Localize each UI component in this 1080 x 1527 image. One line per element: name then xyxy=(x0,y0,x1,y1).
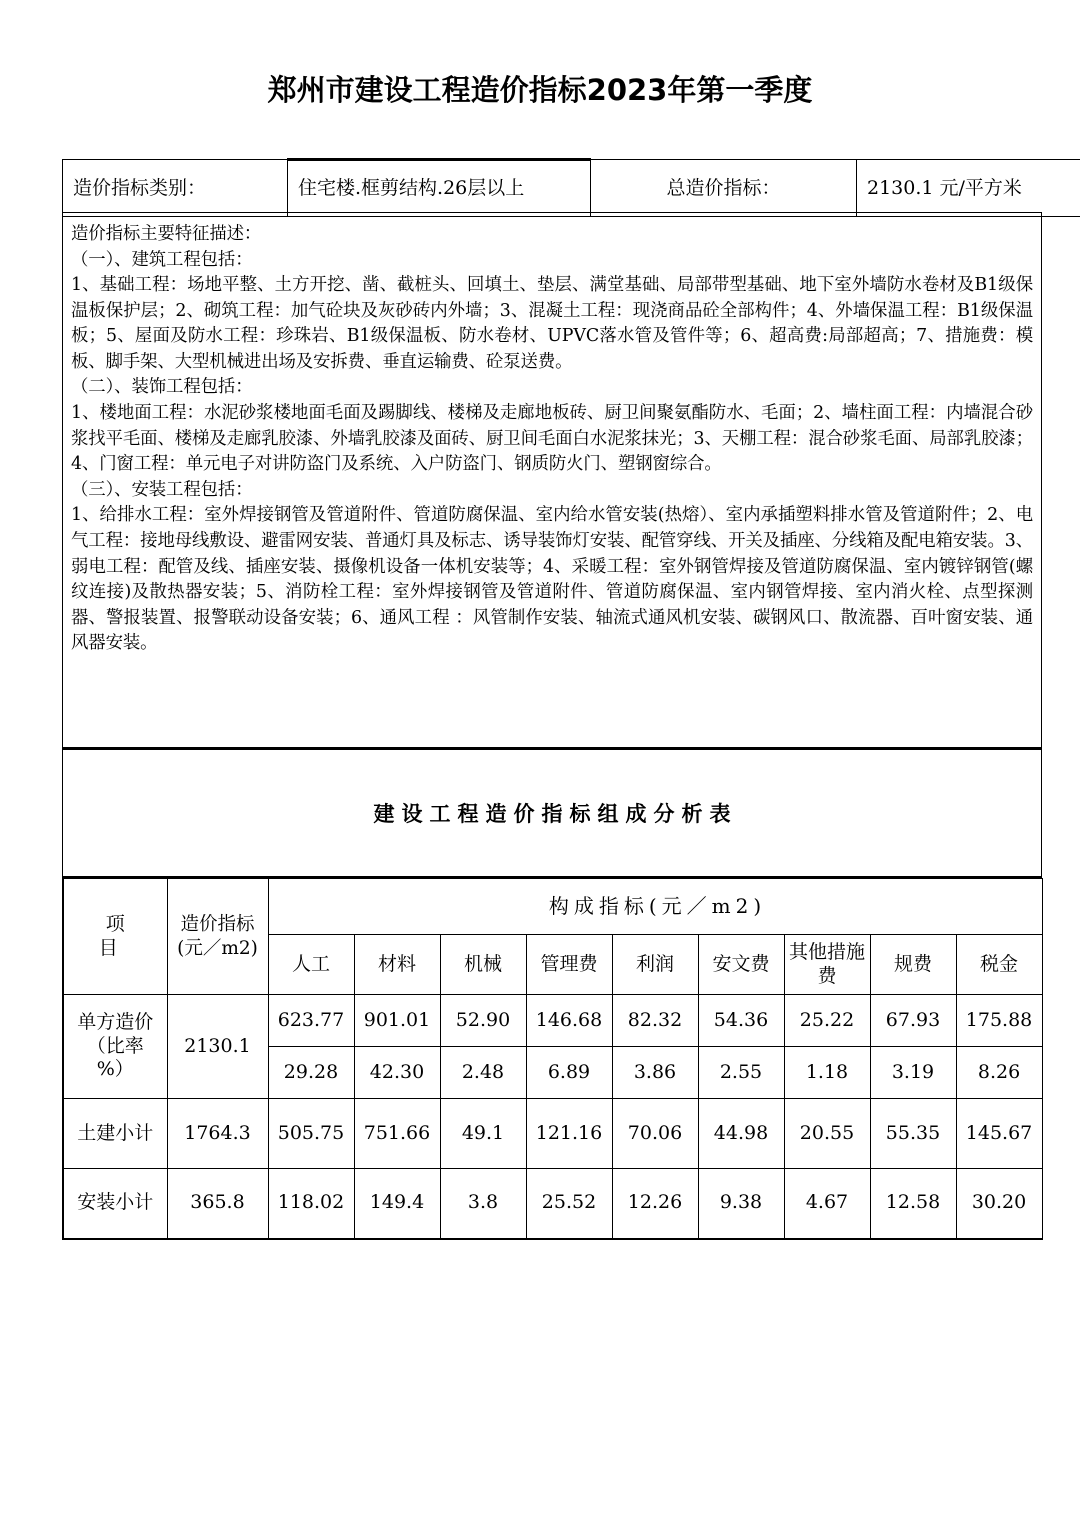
table-row xyxy=(63,1169,1042,1239)
description-heading: 造价指标主要特征描述： xyxy=(71,224,262,244)
table-cell: 25.52 xyxy=(526,1169,612,1239)
table-cell: 52.90 xyxy=(440,995,526,1047)
header-col-material: 材料 xyxy=(354,935,440,995)
table-cell: 30.20 xyxy=(956,1169,1042,1239)
row-label-line2: （比率 xyxy=(86,1034,144,1057)
table-cell: 4.67 xyxy=(784,1169,870,1239)
table-cell: 2.55 xyxy=(698,1047,784,1099)
table-cell: 6.89 xyxy=(526,1047,612,1099)
analysis-table xyxy=(62,878,1043,1240)
analysis-band xyxy=(62,750,1042,878)
page-title: 郑州市建设工程造价指标2023年第一季度 xyxy=(267,73,813,107)
table-row xyxy=(63,160,1080,217)
table-cell: 505.75 xyxy=(268,1099,354,1169)
table-cell: 49.1 xyxy=(440,1099,526,1169)
category-label: 造价指标类别： xyxy=(63,160,288,217)
table-row xyxy=(63,1099,1042,1169)
table-cell: 3.8 xyxy=(440,1169,526,1239)
header-index-line2: (元／m2) xyxy=(177,937,258,959)
table-cell: 751.66 xyxy=(354,1099,440,1169)
table-cell: 149.4 xyxy=(354,1169,440,1239)
table-cell: 12.26 xyxy=(612,1169,698,1239)
header-col-safety: 安文费 xyxy=(698,935,784,995)
table-cell: 70.06 xyxy=(612,1099,698,1169)
header-group: 构成指标(元／m2) xyxy=(268,879,1042,935)
table-cell: 67.93 xyxy=(870,995,956,1047)
table-cell: 3.19 xyxy=(870,1047,956,1099)
table-cell: 44.98 xyxy=(698,1099,784,1169)
table-row xyxy=(63,995,1042,1047)
category-value: 住宅楼.框剪结构.26层以上 xyxy=(288,160,591,217)
table-cell: 2.48 xyxy=(440,1047,526,1099)
header-index xyxy=(167,879,268,995)
table-cell: 20.55 xyxy=(784,1099,870,1169)
table-cell: 1.18 xyxy=(784,1047,870,1099)
cell-index-install: 365.8 xyxy=(167,1169,268,1239)
header-col-tax: 税金 xyxy=(956,935,1042,995)
header-col-machinery: 机械 xyxy=(440,935,526,995)
table-cell: 118.02 xyxy=(268,1169,354,1239)
cell-index-civil: 1764.3 xyxy=(167,1099,268,1169)
cell-index-unit-cost: 2130.1 xyxy=(167,995,268,1099)
row-label-line3: %） xyxy=(96,1058,134,1081)
table-cell: 29.28 xyxy=(268,1047,354,1099)
header-col-other-measures: 其他措施费 xyxy=(784,935,870,995)
header-col-regulatory: 规费 xyxy=(870,935,956,995)
table-cell: 25.22 xyxy=(784,995,870,1047)
table-cell: 145.67 xyxy=(956,1099,1042,1169)
row-label-unit-cost xyxy=(63,995,167,1099)
header-item: 项 目 xyxy=(63,879,167,995)
section3-body: 1、给排水工程：室外焊接钢管及管道附件、管道防腐保温、室内给水管安装(热熔）、室内承插塑料排水管及管道附件；2、电气工程：接地母线敷设、避雷网安装、普通灯具及标志、诱导装饰灯安装、配管穿线、开关及插座、分线箱及配电箱安装。3、弱电工程：配管及线、插座安装、摄像机设备一体机安装等；4、采暖工程：室外钢管焊接及管道防腐保温、室内镀锌钢管(螺纹连接)及散热器安装；5、消防栓工程：室外焊接钢管及管道附件、管道防腐保温、室内钢管焊接、室内消火栓、点型探测器、警报装置、报警联动设备安装；6、通风工程 ：风管制作安装、轴流式通风机安装、碳钢风口、散流器、百叶窗安装、通风器安装。 xyxy=(71,505,1033,654)
table-cell: 82.32 xyxy=(612,995,698,1047)
table-cell: 8.26 xyxy=(956,1047,1042,1099)
table-cell: 623.77 xyxy=(268,995,354,1047)
row-label-line1: 单方造价 xyxy=(77,1010,154,1033)
total-value: 2130.1 元/平方米 xyxy=(857,160,1080,217)
table-cell: 146.68 xyxy=(526,995,612,1047)
section1-body: 1、基础工程：场地平整、土方开挖、凿、截桩头、回填土、垫层、满堂基础、局部带型基础、地下室外墙防水卷材及B1级保温板保护层；2、砌筑工程：加气砼块及灰砂砖内外墙；3、混凝土工程：现浇商品砼全部构件；4、外墙保温工程：B1级保温板；5、屋面及防水工程：珍珠岩、B1级保温板、防水卷材、UPVC落水管及管件等；6、超高费:局部超高；7、措施费：模板、脚手架、大型机械进出场及安拆费、垂直运输费、砼泵送费。 xyxy=(71,275,1033,372)
table-cell: 121.16 xyxy=(526,1099,612,1169)
table-cell: 3.86 xyxy=(612,1047,698,1099)
table-cell: 901.01 xyxy=(354,995,440,1047)
info-table xyxy=(62,158,1080,217)
section1-title: （一）、建筑工程包括： xyxy=(71,249,253,270)
table-cell: 42.30 xyxy=(354,1047,440,1099)
header-col-management: 管理费 xyxy=(526,935,612,995)
row-label-install-subtotal: 安装小计 xyxy=(63,1169,167,1239)
table-cell: 12.58 xyxy=(870,1169,956,1239)
row-label-civil-subtotal: 土建小计 xyxy=(63,1099,167,1169)
description-box xyxy=(62,212,1042,750)
section2-body: 1、楼地面工程：水泥砂浆楼地面毛面及踢脚线、楼梯及走廊地板砖、厨卫间聚氨酯防水、毛面；2、墙柱面工程：内墙混合砂浆找平毛面、楼梯及走廊乳胶漆、外墙乳胶漆及面砖、厨卫间毛面白水泥浆抹光；3、天棚工程：混合砂浆毛面、局部乳胶漆；4、门窗工程：单元电子对讲防盗门及系统、入户防盗门、钢质防火门、塑钢窗综合。 xyxy=(71,403,1033,475)
analysis-title: 建设工程造价指标组成分析表 xyxy=(373,802,738,826)
total-label: 总造价指标： xyxy=(591,160,857,217)
section3-title: （三）、安装工程包括： xyxy=(71,479,253,500)
table-cell: 55.35 xyxy=(870,1099,956,1169)
table-cell: 54.36 xyxy=(698,995,784,1047)
section2-title: （二）、装饰工程包括： xyxy=(71,377,253,398)
table-header-row-1 xyxy=(63,879,1042,935)
header-col-labor: 人工 xyxy=(268,935,354,995)
table-cell: 175.88 xyxy=(956,995,1042,1047)
header-col-profit: 利润 xyxy=(612,935,698,995)
header-index-line1: 造价指标 xyxy=(180,914,255,936)
table-cell: 9.38 xyxy=(698,1169,784,1239)
